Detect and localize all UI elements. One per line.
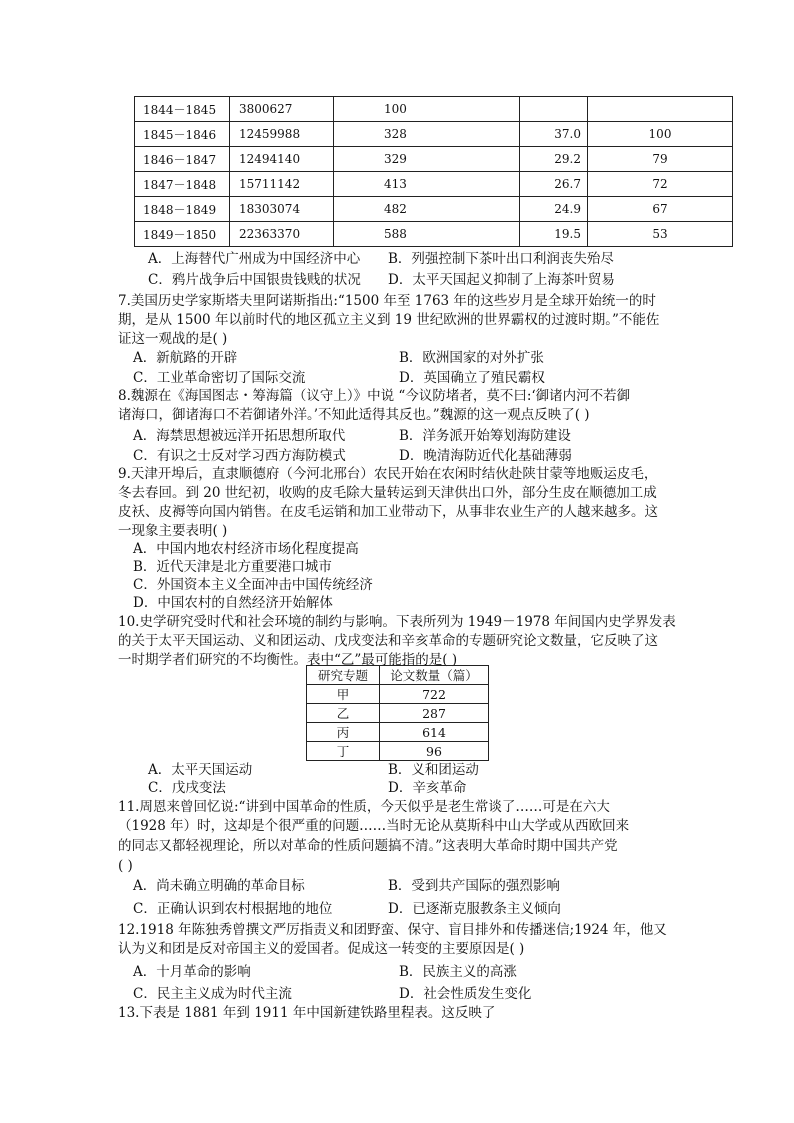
q8-option-a: A．海禁思想被远洋开拓思想所取代 [133,428,346,444]
q9-stem-line2: 冬去春回。到 20 世纪初，收购的皮毛除大量转运到天津供出口外，部分生皮在顺德加工成 [118,485,657,501]
quantity-cell: 12494140 [230,147,334,172]
topic-cell: 乙 [307,704,380,723]
q9-stem-line1: 9.天津开埠后，直隶顺德府（今河北邢台）农民开始在农闲时结伙赴陕甘蒙等地贩运皮毛， [118,466,658,482]
index-cell: 588 [334,222,520,247]
q12-stem-line1: 12.1918 年陈独秀曾撰文严厉指责义和团野蛮、保守、盲目排外和传播迷信;1924 年，他又 [118,922,667,938]
q7-stem-line2: 期，是从 1500 年以前时代的地区孤立主义到 19 世纪欧洲的世界霸权的过渡时期。”不能佐 [118,312,660,328]
q9-stem-line4: 一现象主要表明( ) [118,523,228,539]
q12-option-d: D．社会性质发生变化 [399,986,532,1002]
q11-stem-line1: 11.周恩来曾回忆说:“讲到中国革命的性质，今天似乎是老生常谈了……可是在六大 [118,799,610,815]
q11-stem-line3: 的同志又都轻视理论，所以对革命的性质问题搞不清。”这表明大革命时期中国共产党 [118,838,618,854]
price-cell [520,97,588,122]
q10-option-a: A．太平天国运动 [148,762,253,778]
q10-stem-line2: 的关于太平天国运动、义和团运动、戊戌变法和辛亥革命的专题研究论文数量，它反映了这 [118,633,658,649]
quantity-cell: 3800627 [230,97,334,122]
price-index-cell: 53 [588,222,733,247]
q12-option-a: A．十月革命的影响 [133,964,251,980]
q9-stem-line3: 皮袄、皮褥等向国内销售。在皮毛运销和加工业带动下，从事非农业生产的人越来越多。这 [118,504,658,520]
table-header-count: 论文数量（篇） [380,666,489,685]
price-cell: 24.9 [520,197,588,222]
q7-option-d: D．英国确立了殖民霸权 [399,370,545,386]
price-cell: 37.0 [520,122,588,147]
year-cell: 1849－1850 [135,222,230,247]
q11-option-d: D．已逐渐克服教条主义倾向 [388,901,561,917]
count-cell: 96 [380,742,489,761]
topic-cell: 丙 [307,723,380,742]
price-cell: 19.5 [520,222,588,247]
quantity-cell: 18303074 [230,197,334,222]
q8-stem-line1: 8.魏源在《海国图志・筹海篇（议守上）》中说 “今议防堵者，莫不曰:‘御诸内河不若御 [118,388,631,404]
index-cell: 328 [334,122,520,147]
q7-stem-line3: 证这一观战的是( ) [118,331,228,347]
table-row [135,147,733,172]
index-cell: 329 [334,147,520,172]
year-cell: 1847－1848 [135,172,230,197]
index-cell: 100 [334,97,520,122]
q10-option-b: B．义和团运动 [388,762,479,778]
quantity-cell: 22363370 [230,222,334,247]
price-index-cell: 100 [588,122,733,147]
q9-option-b: B．近代天津是北方重要港口城市 [133,559,332,575]
q9-option-d: D．中国农村的自然经济开始解体 [133,595,333,611]
year-cell: 1846－1847 [135,147,230,172]
index-cell: 482 [334,197,520,222]
q11-stem-line4: ( ) [118,858,133,874]
q6-option-a: A．上海替代广州成为中国经济中心 [148,251,361,267]
paper-count-table [306,665,489,761]
q10-stem-line3: 一时期学者们研究的不均衡性。表中“乙”最可能指的是( ) [118,652,458,668]
q6-option-c: C．鸦片战争后中国银贵钱贱的状况 [148,272,361,288]
table-row [307,685,489,704]
q7-option-a: A．新航路的开辟 [133,350,238,366]
table-row [307,742,489,761]
q9-option-a: A．中国内地农村经济市场化程度提高 [133,541,359,557]
price-index-cell [588,97,733,122]
q8-stem-line2: 诸海口，御诸海口不若御诸外洋。’不知此适得其反也。”魏源的这一观点反映了( ) [118,407,590,423]
q7-stem-line1: 7.美国历史学家斯塔夫里阿诺斯指出:“1500 年至 1763 年的这些岁月是全球开始统一的时 [118,293,656,309]
q13-stem-line1: 13.下表是 1881 年到 1911 年中国新建铁路里程表。这反映了 [118,1005,496,1021]
topic-cell: 丁 [307,742,380,761]
quantity-cell: 12459988 [230,122,334,147]
table-row [135,197,733,222]
q7-option-c: C．工业革命密切了国际交流 [133,370,306,386]
q7-option-b: B．欧洲国家的对外扩张 [399,350,544,366]
year-cell: 1844－1845 [135,97,230,122]
quantity-cell: 15711142 [230,172,334,197]
q11-option-a: A．尚未确立明确的革命目标 [133,878,305,894]
table-row [135,172,733,197]
topic-cell: 甲 [307,685,380,704]
q8-option-c: C．有识之士反对学习西方海防模式 [133,448,346,464]
q10-option-c: C．戊戌变法 [148,780,226,796]
q8-option-d: D．晚清海防近代化基础薄弱 [399,448,572,464]
price-cell: 29.2 [520,147,588,172]
table-row [307,723,489,742]
table-header-row [307,666,489,685]
year-cell: 1845－1846 [135,122,230,147]
q12-stem-line2: 认为义和团是反对帝国主义的爱国者。促成这一转变的主要原因是( ) [118,941,525,957]
table-row [307,704,489,723]
price-index-cell: 79 [588,147,733,172]
q6-option-b: B．列强控制下茶叶出口利润丧失殆尽 [388,251,614,267]
q10-option-d: D．辛亥革命 [388,780,467,796]
q12-option-c: C．民主主义成为时代主流 [133,986,292,1002]
count-cell: 287 [380,704,489,723]
count-cell: 614 [380,723,489,742]
table-row [135,222,733,247]
q8-option-b: B．洋务派开始筹划海防建设 [399,428,571,444]
index-cell: 413 [334,172,520,197]
price-index-cell: 67 [588,197,733,222]
q11-option-b: B．受到共产国际的强烈影响 [388,878,560,894]
table-row [135,122,733,147]
year-cell: 1848－1849 [135,197,230,222]
q9-option-c: C．外国资本主义全面冲击中国传统经济 [133,577,373,593]
table-row [135,97,733,122]
q11-stem-line2: （1928 年）时，这却是个很严重的问题……当时无论从莫斯科中山大学或从西欧回来 [118,818,630,834]
q6-option-d: D．太平天国起义抑制了上海茶叶贸易 [388,272,615,288]
count-cell: 722 [380,685,489,704]
q11-option-c: C．正确认识到农村根据地的地位 [133,901,333,917]
tea-export-table [134,96,733,247]
price-cell: 26.7 [520,172,588,197]
q12-option-b: B．民族主义的高涨 [399,964,517,980]
table-header-topic: 研究专题 [307,666,380,685]
price-index-cell: 72 [588,172,733,197]
q10-stem-line1: 10.史学研究受时代和社会环境的制约与影响。下表所列为 1949－1978 年间国内史学界发表 [118,614,676,630]
